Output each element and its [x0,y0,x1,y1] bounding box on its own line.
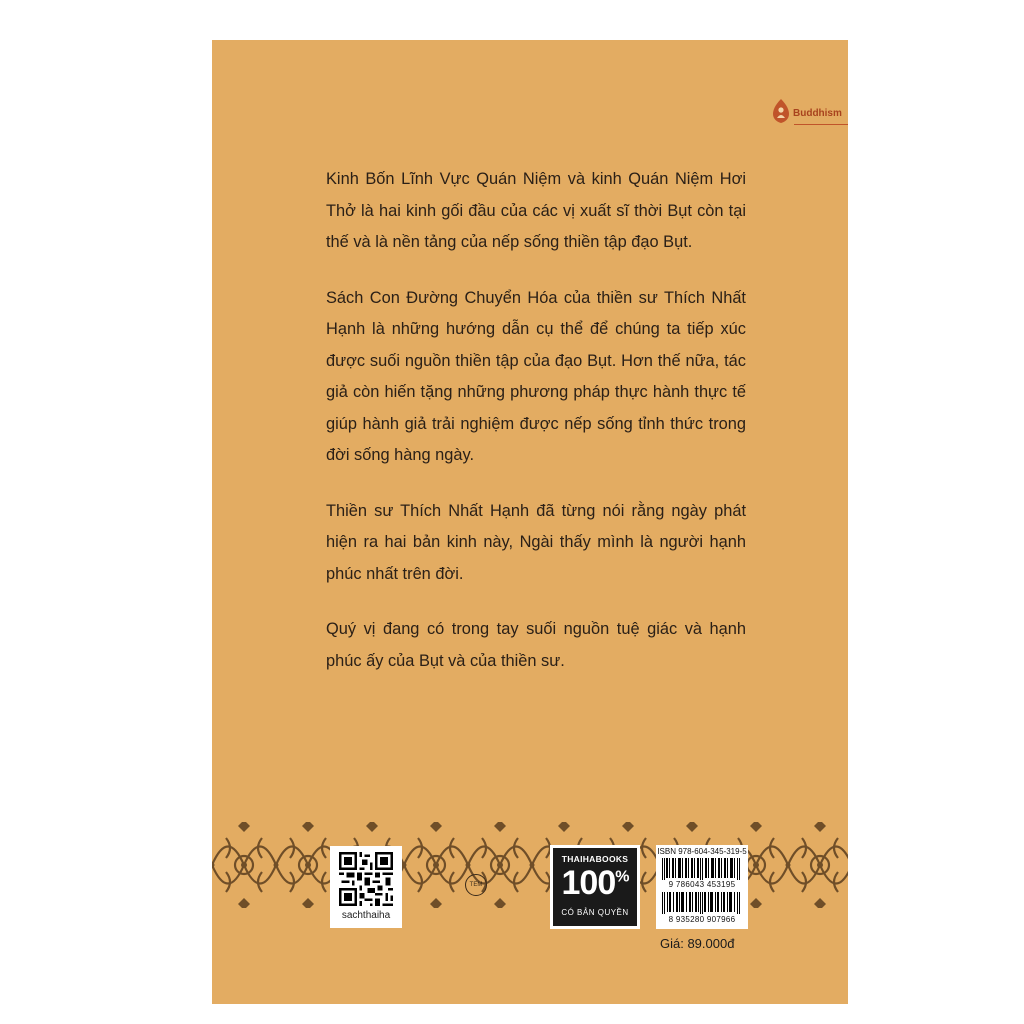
blurb-paragraph-4: Quý vị đang có trong tay suối nguồn tuệ giác và hạnh phúc ấy của Bụt và của thiền sư. [326,620,746,670]
bodhi-leaf-icon [772,98,790,124]
blurb-paragraph-3: Thiền sư Thích Nhất Hạnh đã từng nói rằng ngày phát hiện ra hai bản kinh này, Ngài thấy mình là người hạnh phúc nhất trên đời. [326,501,746,583]
seal-caption: CÓ BẢN QUYỀN [561,908,629,917]
blurb-paragraph-2: Sách Con Đường Chuyển Hóa của thiền sư Thích Nhất Hạnh là những hướng dẫn cụ thể để chúng ta tiếp xúc được suối nguồn thiền tập của đạo Bụt. Hơn thế nữa, tác giả còn hiến tặng những phương pháp thực hành thực tế giúp hành giả trải nghiệm được nếp sống tỉnh thức trong đời sống hàng ngày. [326,288,746,464]
barcode-block [656,845,748,929]
ornamental-border [212,818,848,912]
blurb-paragraph-1: Kinh Bốn Lĩnh Vực Quán Niệm và kinh Quán Niệm Hơi Thở là hai kinh gối đầu của các vị xuất sĩ thời Bụt còn tại thế và là nền tảng của nếp sống thiền tập đạo Bụt. [326,170,746,251]
ean-digits: 8 935280 907966 [668,915,736,924]
blurb-text [326,164,746,701]
seal-number-value: 100 [561,864,616,902]
book-back-cover [212,40,848,1004]
seal-publisher: THAIHABOOKS [561,854,629,864]
copyright-seal [550,845,640,929]
qr-code-card [330,846,402,928]
qr-label: sachthaiha [341,910,391,921]
buddhism-series-logo [760,98,848,128]
seal-number [553,864,637,903]
isbn-barcode [662,858,742,880]
isbn-label: ISBN 978-604-345-319-5 [657,847,747,856]
ean-barcode [662,892,742,914]
seal-background [553,848,637,926]
stamp-placeholder: TEM [465,874,487,896]
price-label: Giá: 89.000đ [660,936,735,951]
series-label: Buddhism [793,108,842,119]
isbn-digits: 9 786043 453195 [668,880,736,889]
qr-code [339,852,393,906]
series-underline [794,124,848,125]
seal-percent: % [615,868,629,886]
